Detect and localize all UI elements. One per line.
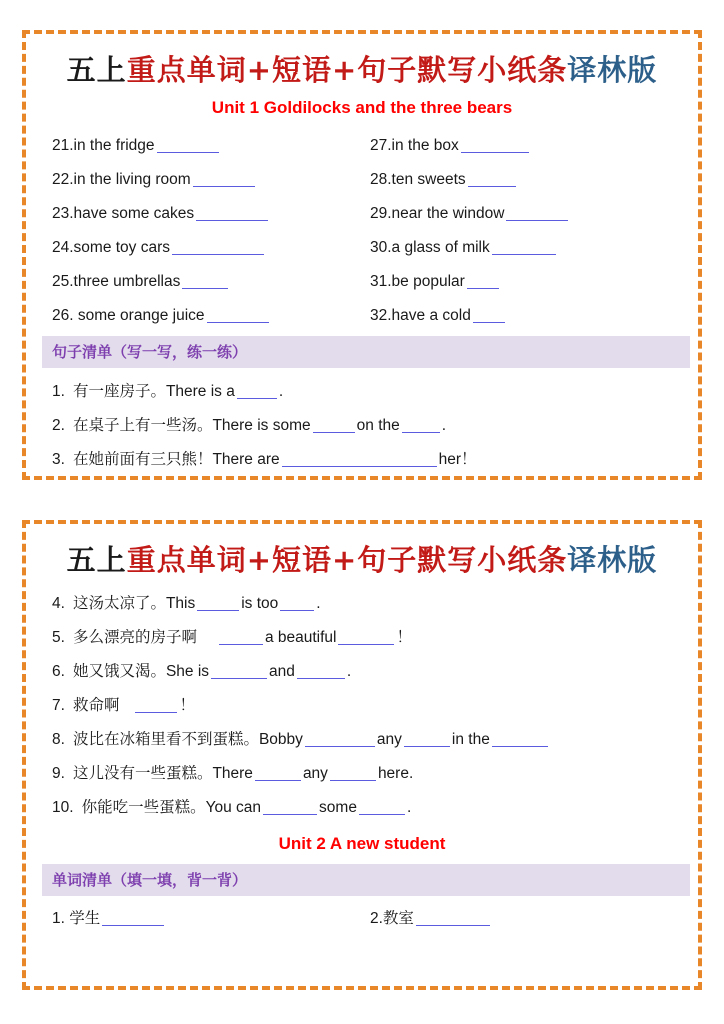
sentence-text: . [346,662,352,680]
sentence-list-section-bar: 句子清单（写一写，练一练） [42,336,690,368]
sentence-text: ！ [179,696,195,714]
sentence-text: 有一座房子。There is a [72,382,235,400]
panel-one-title [42,52,682,88]
sentence-item [52,688,678,722]
fill-in-blank[interactable] [416,911,490,926]
fill-in-blank[interactable] [157,138,219,153]
fill-in-blank[interactable] [182,274,228,289]
fill-in-blank[interactable] [211,664,267,679]
sentence-text: 波比在冰箱里看不到蛋糕。Bobby [72,730,303,748]
word-item [370,902,678,934]
fill-in-blank[interactable] [255,766,301,781]
title-segment-0: 五上 [66,543,127,577]
title-segment-2: 译林版 [567,53,658,87]
sentence-text: 你能吃一些蛋糕。You can [81,798,262,816]
fill-in-blank[interactable] [506,206,568,221]
unit-1-phrase-grid [42,128,682,332]
sentence-number: 9. [52,764,65,782]
title-segment-2: 译林版 [567,543,658,577]
phrase-item [52,162,360,196]
sentence-item [52,756,678,790]
word-item [52,902,360,934]
fill-in-blank[interactable] [313,418,355,433]
sentence-text: on the [356,416,400,434]
item-label: 24.some toy cars [52,238,171,256]
sentence-number: 1. [52,382,65,400]
fill-in-blank[interactable] [461,138,529,153]
sentence-text: . [406,798,412,816]
sentence-item [52,408,678,442]
item-label: 29.near the window [370,204,505,222]
sentence-text: . [278,382,284,400]
worksheet-panel-two [22,520,702,990]
phrase-item [370,298,678,332]
phrase-item [370,162,678,196]
phrase-item [52,230,360,264]
sentence-number: 5. [52,628,65,646]
title-segment-1: 重点单词+短语+句子默写小纸条 [126,53,568,87]
fill-in-blank[interactable] [282,452,437,467]
sentence-text: her！ [438,450,477,468]
sentence-text: in the [451,730,490,748]
item-label: 27.in the box [370,136,459,154]
panel-two-title [42,542,682,578]
sentence-text: a beautiful [264,628,337,646]
sentence-item [52,654,678,688]
panel-two-content [26,524,698,986]
sentence-text: 救命啊 [72,696,120,714]
unit-2-heading: Unit 2 A new student [278,834,446,854]
sentence-text: 在她前面有三只熊！There are [72,450,280,468]
item-label: 26. some orange juice [52,306,205,324]
sentence-number: 6. [52,662,65,680]
sentence-text: ！ [396,628,412,646]
sentence-text: 这儿没有一些蛋糕。There [72,764,253,782]
sentence-text: 这汤太凉了。This [72,594,196,612]
sentence-text: some [319,798,357,816]
fill-in-blank[interactable] [467,274,499,289]
sentence-text: here. [377,764,414,782]
unit-1-sentence-list [42,374,682,476]
unit-1-sentence-list-continued [42,586,682,824]
sentence-text: . [441,416,447,434]
phrase-item [370,230,678,264]
fill-in-blank[interactable] [492,732,548,747]
item-label: 30.a glass of milk [370,238,490,256]
sentence-number: 4. [52,594,65,612]
item-label: 1. 学生 [52,909,101,927]
fill-in-blank[interactable] [197,596,239,611]
fill-in-blank[interactable] [492,240,556,255]
sentence-number: 2. [52,416,65,434]
item-label: 25.three umbrellas [52,272,181,290]
unit-1-heading: Unit 1 Goldilocks and the three bears [211,98,513,118]
fill-in-blank[interactable] [468,172,516,187]
sentence-text: is too [241,594,279,612]
fill-in-blank[interactable] [172,240,264,255]
item-label: 2.教室 [370,909,414,927]
sentence-text: and [269,662,295,680]
sentence-item [52,620,678,654]
sentence-text: 在桌子上有一些汤。There is some [72,416,311,434]
phrase-item [370,128,678,162]
sentence-item [52,442,678,476]
word-list-section-bar: 单词清单（填一填，背一背） [42,864,690,896]
sentence-text: 多么漂亮的房子啊 [72,628,197,646]
fill-in-blank[interactable] [263,800,317,815]
fill-in-blank[interactable] [473,308,505,323]
fill-in-blank[interactable] [404,732,450,747]
sentence-text: any [376,730,402,748]
item-label: 23.have some cakes [52,204,195,222]
phrase-item [370,196,678,230]
item-label: 28.ten sweets [370,170,466,188]
fill-in-blank[interactable] [237,384,277,399]
item-label: 21.in the fridge [52,136,155,154]
item-label: 32.have a cold [370,306,471,324]
phrase-item [52,264,360,298]
panel-one-content [26,34,698,476]
fill-in-blank[interactable] [280,596,314,611]
title-segment-1: 重点单词+短语+句子默写小纸条 [126,543,568,577]
worksheet-panel-one [22,30,702,480]
fill-in-blank[interactable] [338,630,394,645]
unit-2-word-grid [42,902,682,934]
phrase-item [52,128,360,162]
fill-in-blank[interactable] [207,308,269,323]
fill-in-blank[interactable] [359,800,405,815]
sentence-text: 她又饿又渴。She is [72,662,210,680]
phrase-item [370,264,678,298]
fill-in-blank[interactable] [193,172,255,187]
fill-in-blank[interactable] [196,206,268,221]
sentence-item [52,722,678,756]
sentence-text: any [302,764,328,782]
title-segment-0: 五上 [66,53,127,87]
fill-in-blank[interactable] [219,630,263,645]
fill-in-blank[interactable] [297,664,345,679]
fill-in-blank[interactable] [305,732,375,747]
fill-in-blank[interactable] [102,911,164,926]
item-label: 31.be popular [370,272,465,290]
fill-in-blank[interactable] [402,418,440,433]
sentence-item [52,586,678,620]
sentence-item [52,790,678,824]
sentence-number: 7. [52,696,65,714]
fill-in-blank[interactable] [330,766,376,781]
phrase-item [52,196,360,230]
sentence-number: 8. [52,730,65,748]
sentence-number: 10. [52,798,74,816]
item-label: 22.in the living room [52,170,191,188]
phrase-item [52,298,360,332]
sentence-item [52,374,678,408]
sentence-text: . [316,594,321,612]
fill-in-blank[interactable] [135,698,177,713]
sentence-number: 3. [52,450,65,468]
